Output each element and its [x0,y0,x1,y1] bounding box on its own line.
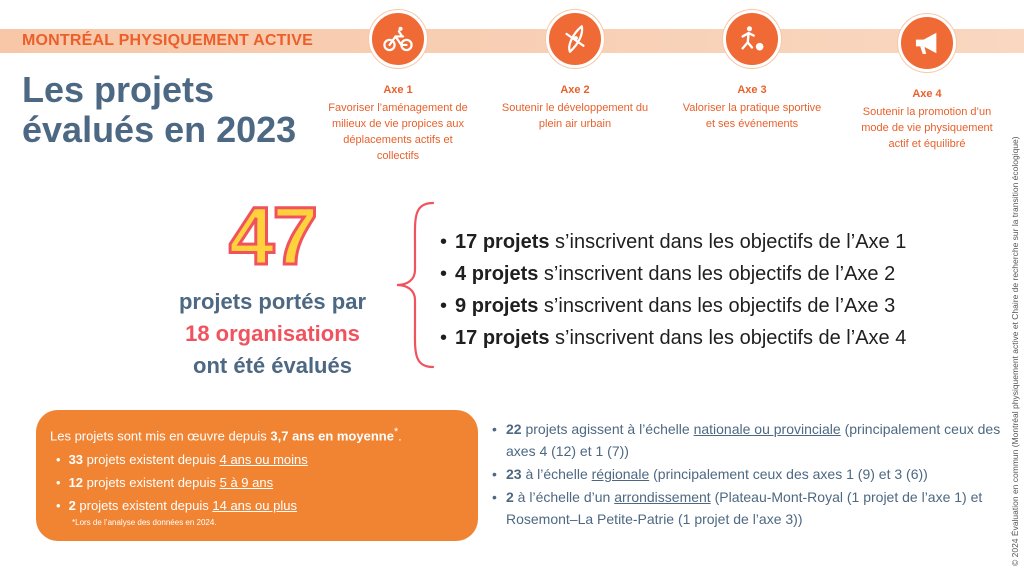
breakdown-count: 17 projets [455,327,550,349]
axe-1-text: Favoriser l’aménagement de milieux de vie propices aux déplacements actifs et collectifs [328,102,468,162]
scale-level: nationale ou provinciale [693,421,841,437]
duration-text: projets existent depuis [83,475,220,491]
footnote-marker: * [393,426,399,438]
axe-1-heading: Axe 1 [383,84,413,96]
axe-4 [852,14,1002,152]
soccer-player-icon [723,10,781,68]
scale-text: à l’échelle d’un [513,489,615,505]
duration-lead-end: . [398,428,402,444]
scale-level: arrondissement [614,489,711,505]
breakdown-item [440,258,960,290]
summary-line-3: ont été évalués [193,353,352,378]
duration-item [56,494,464,517]
duration-text: projets existent depuis [75,498,213,514]
megaphone-icon [898,14,956,72]
scale-detail: (principalement ceux des axes 1 (9) et 3 (6)) [649,466,928,482]
breakdown-text: s’inscrivent dans les objectifs de l’Axe 1 [549,231,907,253]
breakdown-text: s’inscrivent dans les objectifs de l’Axe 3 [538,295,896,317]
breakdown-count: 9 projets [455,295,539,317]
cyclist-icon [369,10,427,68]
scale-count: 2 [506,489,514,505]
page-title [22,70,296,150]
summary-organisations: 18 organisations [185,321,360,346]
duration-item [56,471,464,494]
axe-1 [323,10,473,164]
axes-breakdown-list [440,226,960,354]
projects-total-number: 47 [228,191,317,282]
duration-text: projets existent depuis [83,452,220,468]
scale-text: à l’échelle [521,466,592,482]
kayak-icon [546,10,604,68]
copyright-credit: © 2024 Évaluation en commun (Montréal physiquement active et Chaire de recherche sur la transition écologique) [1010,136,1020,566]
breakdown-item [440,322,960,354]
duration-count: 2 [68,498,76,514]
duration-count: 33 [68,452,84,468]
breakdown-item [440,226,960,258]
scale-count: 23 [506,466,522,482]
footnote: *Lors de l’analyse des données en 2024. [72,518,217,528]
scale-level: régionale [591,466,650,482]
axe-4-heading: Axe 4 [912,88,942,100]
breakdown-count: 4 projets [455,263,539,285]
axe-2 [500,10,650,132]
scale-list [492,418,1002,530]
duration-average: 3,7 ans en moyenne [270,428,394,444]
axe-2-heading: Axe 2 [560,84,590,96]
duration-range: 5 à 9 ans [219,475,274,491]
summary-line-1: projets portés par [178,289,367,314]
scale-detail: (principalement ceux des axes 4 (12) et 1 (7)) [506,421,1001,459]
scale-text: projets agissent à l’échelle [521,421,694,437]
duration-range: 14 ans ou plus [212,498,297,514]
axe-3 [677,10,827,132]
duration-lead [50,422,464,446]
breakdown-text: s’inscrivent dans les objectifs de l’Axe 2 [538,263,896,285]
scale-item [492,486,1002,530]
duration-item [56,448,464,471]
breakdown-item [440,290,960,322]
breakdown-text: s’inscrivent dans les objectifs de l’Axe 4 [549,327,907,349]
curly-brace [393,200,439,370]
axe-3-text: Valoriser la pratique sportive et ses événements [682,102,822,130]
page-title-line-2: évalués en 2023 [22,109,297,150]
scale-item [492,418,1002,462]
projects-summary [160,286,385,382]
scale-detail: (Plateau-Mont-Royal (1 projet de l’axe 1) et Rosemont–La Petite-Patrie (1 projet de l’axe 3)) [506,489,983,527]
page-title-line-1: Les projets [22,69,215,110]
duration-list [50,448,464,517]
duration-lead-text: Les projets sont mis en œuvre depuis [50,428,271,444]
duration-range: 4 ans ou moins [219,452,308,468]
brand-label: MONTRÉAL PHYSIQUEMENT ACTIVE [22,32,313,49]
axe-4-text: Soutenir la promotion d’un mode de vie physiquement actif et équilibré [861,106,993,150]
scale-count: 22 [506,421,522,437]
axe-3-heading: Axe 3 [737,84,767,96]
scale-item [492,463,1002,485]
breakdown-count: 17 projets [455,231,550,253]
duration-box [36,410,478,541]
duration-count: 12 [68,475,84,491]
axe-2-text: Soutenir le développement du plein air urbain [501,102,649,130]
